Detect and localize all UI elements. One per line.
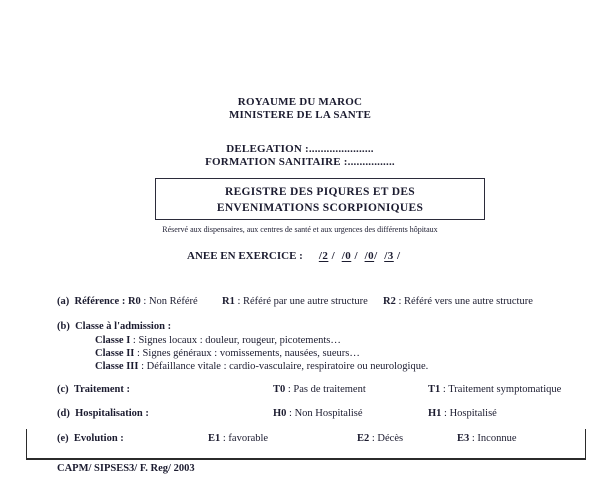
classe-desc-1: : Signes locaux : douleur, rougeur, picotements… [130, 335, 341, 346]
evolution-marker: (e) [57, 433, 69, 444]
hosp-code-h1: H1 [428, 408, 442, 419]
year-digit-1: /2 [318, 250, 329, 262]
ref-row-main [57, 296, 198, 307]
ref-desc-r0: : Non Référé [140, 296, 198, 307]
traitement-marker: (c) [57, 384, 69, 395]
traitement-item-t1 [428, 384, 561, 395]
register-title-line1: REGISTRE DES PIQURES ET DES [224, 186, 416, 198]
ref-desc-r1: : Référé par une autre structure [234, 296, 368, 307]
year-label: ANEE EN EXERCICE : [187, 250, 303, 262]
hosp-header [57, 408, 149, 419]
ref-desc-r2: : Référé vers une autre structure [395, 296, 533, 307]
header-ministry: MINISTERE DE LA SANTE [228, 109, 372, 121]
evolution-header [57, 433, 124, 444]
evolution-item-e3 [457, 433, 517, 444]
year-digit-4: /3 [384, 250, 394, 262]
hosp-item-h0 [273, 408, 363, 419]
classe-code-2: Classe II [95, 348, 135, 359]
ref-code-r1: R1 [222, 296, 235, 307]
evolution-desc-e2: : Décès [369, 433, 404, 444]
classe-header [57, 321, 171, 332]
classe-desc-3: : Défaillance vitale : cardio-vasculaire, respiratoire ou neurologique. [138, 361, 429, 372]
evolution-desc-e1: : favorable [220, 433, 269, 444]
year-value: /2 / /0 / /0/ /3 / [318, 250, 401, 262]
classe-label: Classe à l'admission : [75, 321, 172, 332]
evolution-code-e2: E2 [357, 433, 370, 444]
ref-marker: (a) [57, 296, 70, 307]
hosp-item-h1 [428, 408, 497, 419]
year-digit-2: /0 [341, 250, 352, 262]
hosp-desc-h0: : Non Hospitalisé [286, 408, 363, 419]
evolution-item-e1 [208, 433, 268, 444]
register-title-line2: ENVENIMATIONS SCORPIONIQUES [216, 202, 424, 214]
classe-marker: (b) [57, 321, 70, 332]
classe-row-3 [95, 361, 428, 372]
restriction-note: Réservé aux dispensaires, aux centres de santé et aux urgences des différents hôpitaux [162, 225, 438, 234]
formation-line: FORMATION SANITAIRE :................ [205, 156, 395, 168]
register-title-box [155, 178, 485, 220]
traitement-code-t1: T1 [428, 384, 441, 395]
evolution-item-e2 [357, 433, 403, 444]
classe-row-2 [95, 348, 360, 359]
hosp-label: Hospitalisation : [75, 408, 149, 419]
evolution-desc-e3: : Inconnue [469, 433, 517, 444]
hosp-code-h0: H0 [273, 408, 287, 419]
traitement-code-t0: T0 [273, 384, 286, 395]
evolution-code-e3: E3 [457, 433, 470, 444]
classe-code-3: Classe III [95, 361, 139, 372]
classe-row-1 [95, 335, 341, 346]
ref-item-r1 [222, 296, 368, 307]
classe-code-1: Classe I [95, 335, 131, 346]
header-country: ROYAUME DU MAROC [237, 96, 363, 108]
year-exercise-line [187, 250, 401, 262]
ref-label: Référence : [74, 296, 126, 307]
delegation-line: DELEGATION :...................... [226, 143, 374, 155]
hosp-desc-h1: : Hospitalisé [441, 408, 497, 419]
traitement-item-t0 [273, 384, 366, 395]
evolution-code-e1: E1 [208, 433, 221, 444]
ref-code-r0: R0 [127, 296, 141, 307]
classe-desc-2: : Signes généraux : vomissements, nausées, sueurs… [134, 348, 360, 359]
ref-item-r2 [383, 296, 533, 307]
year-digit-3: /0 [364, 250, 375, 262]
traitement-label: Traitement : [73, 384, 130, 395]
footer-reference: CAPM/ SIPSES3/ F. Reg/ 2003 [57, 463, 195, 474]
ref-code-r2: R2 [383, 296, 396, 307]
traitement-desc-t1: : Traitement symptomatique [440, 384, 562, 395]
traitement-desc-t0: : Pas de traitement [285, 384, 366, 395]
hosp-marker: (d) [57, 408, 70, 419]
evolution-label: Evolution : [73, 433, 124, 444]
traitement-header [57, 384, 130, 395]
